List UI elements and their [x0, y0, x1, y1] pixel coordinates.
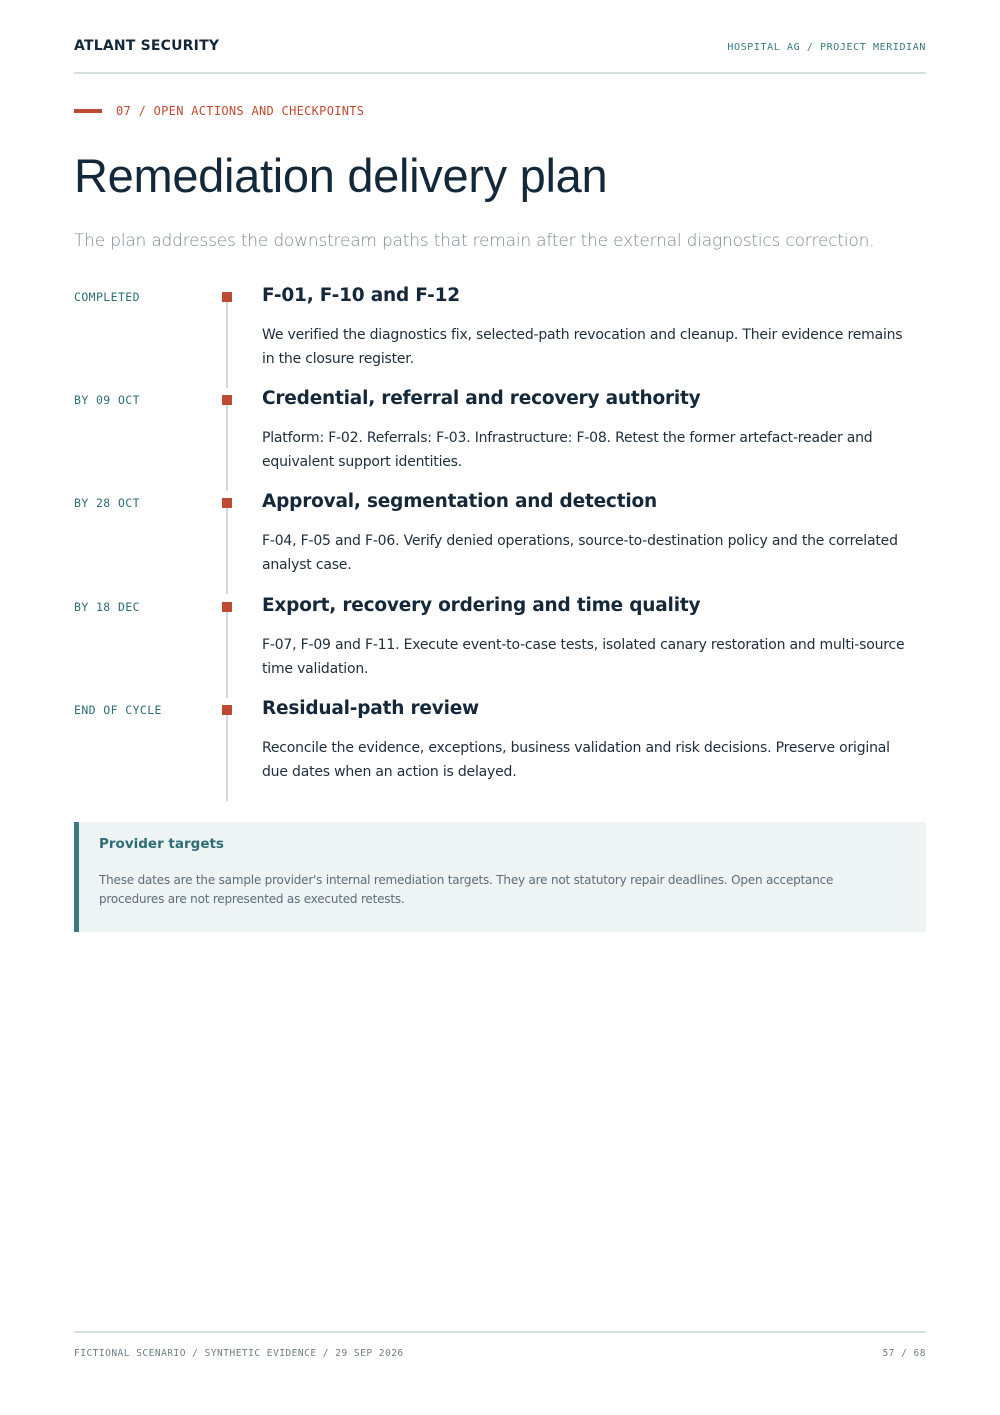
timeline-heading: Residual-path review [262, 698, 479, 719]
eyebrow-accent-bar [74, 109, 102, 113]
timeline-heading: Credential, referral and recovery authority [262, 388, 701, 409]
page-footer [74, 1331, 926, 1363]
timeline-label: BY 28 OCT [74, 496, 140, 510]
timeline-label: COMPLETED [74, 290, 140, 304]
timeline-item [74, 595, 926, 698]
timeline-heading: Approval, segmentation and detection [262, 491, 657, 512]
timeline-label: END OF CYCLE [74, 703, 162, 717]
timeline-marker-icon [222, 705, 232, 715]
timeline-marker-icon [222, 498, 232, 508]
callout-title: Provider targets [99, 836, 224, 852]
page [74, 0, 926, 1415]
timeline-body: Reconcile the evidence, exceptions, business validation and risk decisions. Preserve original due dates when an action is delayed. [262, 740, 890, 780]
timeline-item [74, 698, 926, 801]
page-title: Remediation delivery plan [74, 149, 608, 202]
timeline-body: F-07, F-09 and F-11. Execute event-to-case tests, isolated canary restoration and multi-source time validation. [262, 637, 905, 677]
timeline-connector [226, 611, 228, 698]
page-header [74, 38, 926, 74]
timeline-item [74, 491, 926, 594]
callout-text: These dates are the sample provider's internal remediation targets. They are not statutory repair deadlines. Open acceptance procedures are not represented as executed retests. [99, 873, 834, 906]
footer-disclaimer: FICTIONAL SCENARIO / SYNTHETIC EVIDENCE / 29 SEP 2026 [74, 1348, 404, 1359]
timeline-body: We verified the diagnostics fix, selected-path revocation and cleanup. Their evidence remains in the closure register. [262, 327, 903, 367]
provider-targets-callout [74, 822, 926, 932]
timeline-heading: Export, recovery ordering and time quality [262, 595, 701, 616]
timeline-connector [226, 301, 228, 388]
timeline-heading: F-01, F-10 and F-12 [262, 285, 460, 306]
timeline-connector [226, 714, 228, 801]
timeline-connector [226, 507, 228, 594]
timeline-body: Platform: F-02. Referrals: F-03. Infrastructure: F-08. Retest the former artefact-reader and equivalent support identities. [262, 430, 873, 470]
timeline-marker-icon [222, 602, 232, 612]
timeline-body: F-04, F-05 and F-06. Verify denied operations, source-to-destination policy and the correlated analyst case. [262, 533, 898, 573]
timeline-marker-icon [222, 292, 232, 302]
timeline-item [74, 388, 926, 491]
timeline-label: BY 09 OCT [74, 393, 140, 407]
timeline-label: BY 18 DEC [74, 600, 140, 614]
timeline-marker-icon [222, 395, 232, 405]
timeline-item [74, 285, 926, 388]
page-number: 57 / 68 [882, 1348, 926, 1359]
brand-name: ATLANT SECURITY [74, 38, 220, 54]
timeline-connector [226, 404, 228, 491]
header-context: HOSPITAL AG / PROJECT MERIDIAN [727, 42, 926, 53]
lead-paragraph: The plan addresses the downstream paths that remain after the external diagnostics correction. [74, 231, 875, 251]
eyebrow-text: 07 / OPEN ACTIONS AND CHECKPOINTS [116, 104, 365, 118]
